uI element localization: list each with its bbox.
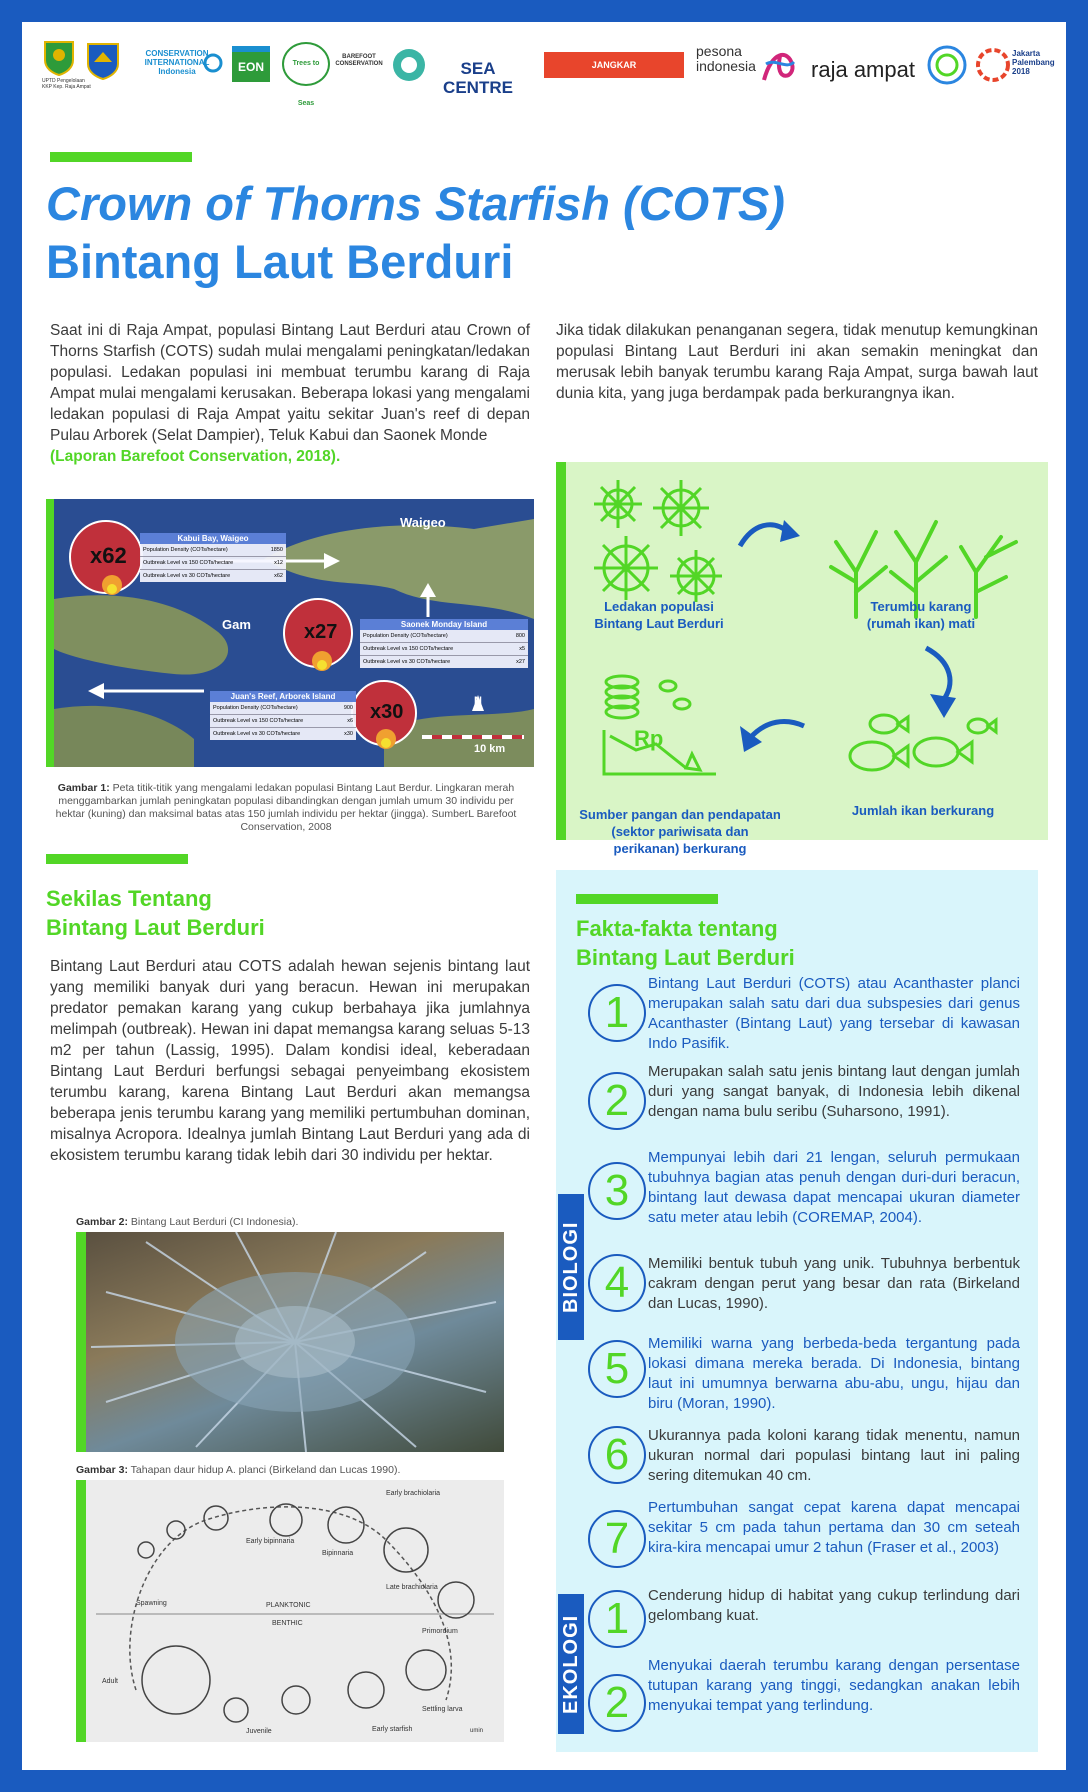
island-gam-label: Gam	[222, 617, 251, 632]
impact-flow-panel	[556, 462, 1048, 856]
tab-ekologi: EKOLOGI	[558, 1594, 584, 1734]
stage-label: Juvenile	[246, 1728, 272, 1735]
site-2-table	[360, 619, 528, 668]
figure-1-caption: Gambar 1: Peta titik-titik yang mengalami ledakan populasi Bintang Laut Berdur. Lingkaran merah menggambarkan jumlah peningkatan populasi dibandingkan dengan jumlah umum 30 individu per hektar (kuning) dan maksimal batas atas 150 jumlah individu per hektar (jingga). SumberL Barefoot Conservation, 2008	[55, 782, 517, 833]
rupiah-symbol: Rp	[634, 726, 664, 751]
stage-label: Primordium	[422, 1628, 458, 1635]
pesona-indonesia-logo: pesona indonesia	[696, 43, 756, 75]
title-accent-bar	[50, 152, 192, 162]
stage-label: PLANKTONIC	[266, 1602, 311, 1609]
sea-centre-logo: SEA CENTRE	[443, 59, 513, 97]
asian-games-logo: Jakarta Palembang 2018	[1012, 49, 1055, 76]
site-2-multiplier: x27	[304, 621, 338, 643]
fact-number: 2	[588, 1674, 646, 1732]
site-2-title: Saonek Monday Island	[360, 619, 528, 630]
fact-number: 3	[588, 1162, 646, 1220]
outbreak-map	[46, 499, 534, 767]
fact-number: 4	[588, 1254, 646, 1312]
conservation-international-logo: CONSERVATION INTERNATIONAL Indonesia	[144, 49, 210, 76]
site-2-row: Population Density (COTs/hectare) 800	[360, 630, 528, 643]
figure-2-caption: Gambar 2: Bintang Laut Berduri (CI Indonesia).	[76, 1216, 299, 1228]
intro-text: Saat ini di Raja Ampat, populasi Bintang Laut Berduri atau Crown of Thorns Starfish (COTS) sudah mulai mengalami peningkatan/ledakan populasi. Ledakan populasi ini membuat terumbu karang di Raja Ampat mulai mengalami kerusakan. Beberapa lokasi yang mengalami ledakan populasi di Raja Ampat yaitu sekitar Juan's reef di depan Pulau Arborek (Selat Dampier), Teluk Kabui dan Saonek Monde	[50, 322, 530, 444]
logo-strip	[36, 40, 1055, 110]
fact-item: Pertumbuhan sangat cepat karena dapat mencapai sekitar 5 cm pada tahun pertama dan 30 cm seteah kira-kira mencapai umur 2 tahun (Fraser et al., 2003)	[648, 1499, 1020, 1556]
site-3-multiplier: x30	[370, 701, 404, 723]
fact-number: 1	[588, 984, 646, 1042]
stage-label: Adult	[102, 1678, 118, 1685]
stage-label: Late brachiolaria	[386, 1584, 438, 1591]
site-1-row: Population Density (COTs/hectare) 1850	[140, 544, 286, 557]
facts-accent-bar	[576, 894, 718, 904]
arrow-left-icon	[730, 712, 810, 762]
eon-logo: EON	[232, 46, 270, 82]
figure-3-caption: Gambar 3: Tahapan daur hidup A. planci (Birkeland dan Lucas 1990).	[76, 1464, 401, 1476]
regency-emblem-logo	[86, 42, 120, 83]
asian-games-icon	[974, 46, 1012, 84]
sekilas-accent-bar	[46, 854, 188, 864]
life-cycle-illustration	[86, 1480, 504, 1742]
site-2-row: Outbreak Level vs 30 COTs/hectare x27	[363, 659, 525, 665]
ci-circle-icon	[202, 52, 224, 74]
fact-item: Memiliki warna yang berbeda-beda tergantung pada lokasi dimana mereka berada. Di Indonesia, bintang laut ini umumnya berwarna abu-abu, ungu, hijau dan biru (Moran, 1990).	[648, 1335, 1020, 1412]
trees-to-seas-logo: Trees to Seas	[282, 42, 330, 86]
flow-step-3-label: Jumlah ikan berkurang	[851, 803, 995, 818]
fact-number: 6	[588, 1426, 646, 1484]
sekilas-heading: Sekilas Tentang Bintang Laut Berduri	[46, 886, 265, 940]
fact-item: Ukurannya pada koloni karang tidak menentu, namun ukuran normal dari populasi bintang laut ini paling sering ditemukan 40 cm.	[648, 1427, 1020, 1484]
fact-item: Memiliki bentuk tubuh yang unik. Tubuhnya berbentuk cakram dengan perut yang besar dan rata (Birkeland dan Lucas, 1990).	[648, 1255, 1020, 1312]
facts-heading: Fakta-fakta tentang Bintang Laut Berduri	[576, 916, 795, 970]
fact-item: Cenderung hidup di habitat yang cukup terlindung dari gelombang kuat.	[648, 1587, 1020, 1624]
stage-label: Early starfish	[372, 1726, 413, 1733]
tab-biologi: BIOLOGI	[558, 1194, 584, 1340]
stage-label: BENTHIC	[272, 1620, 303, 1627]
stage-label: Early bipinnaria	[246, 1538, 295, 1545]
fact-item: Mempunyai lebih dari 21 lengan, seluruh permukaan tubuhnya bagian atas penuh dengan duri-duri beracun, bintang laut dewasa dapat mencapai ukuran diameter satu meter atau lebih (COREMAP, 2004).	[648, 1149, 1020, 1226]
emblem-icon	[43, 40, 75, 76]
fact-number: 1	[588, 1590, 646, 1648]
fact-item: Menyukai daerah terumbu karang dengan persentase tutupan karang yang tinggi, sedangkan anakan lebih menyukai tempat yang terlindung.	[648, 1657, 1020, 1714]
sea-centre-turtle-icon	[390, 46, 428, 84]
starfish-illustration	[86, 1232, 504, 1452]
site-3-table	[210, 691, 356, 740]
site-1-title: Kabui Bay, Waigeo	[140, 533, 286, 544]
poster	[22, 22, 1066, 1770]
title-indonesian: Bintang Laut Berduri	[46, 235, 514, 288]
site-1-multiplier: x62	[90, 543, 127, 568]
diagram-credit: umin	[470, 1728, 484, 1734]
stage-label: Spawning	[136, 1600, 167, 1607]
intro-paragraph-2: Jika tidak dilakukan penanganan segera, tidak menutup kemungkinan populasi Bintang Laut Berduri ini akan semakin meningkat dan merusak lebih banyak terumbu karang Raja Ampat, surga bawah laut dunia kita, yang juga berdampak pada berkurangnya ikan.	[556, 322, 1038, 402]
life-cycle-diagram	[76, 1480, 504, 1742]
flow-step-2-label: Terumbu karang (rumah ikan) mati	[866, 599, 976, 631]
intro-source: (Laporan Barefoot Conservation, 2018).	[50, 448, 341, 465]
arrow-right-icon	[734, 512, 804, 558]
fact-item: Bintang Laut Berduri (COTS) atau Acanthaster planci merupakan salah satu dari dua subspesies dari genus Acanthaster (Bintang Laut) yang tersebar di kawasan Indo Pasifik.	[648, 975, 1020, 1052]
site-1-row: Outbreak Level vs 150 COTs/hectare x12	[140, 557, 286, 570]
raja-ampat-logo: raja ampat	[811, 57, 915, 82]
money-decline-icon	[596, 670, 736, 780]
fact-number: 5	[588, 1340, 646, 1398]
facts-panel	[556, 870, 1038, 1752]
site-3-row: Population Density (COTs/hectare) 900	[210, 702, 356, 715]
stage-label: Early brachiolaria	[386, 1490, 441, 1497]
flow-step-4-label: Sumber pangan dan pendapatan (sektor pariwisata dan perikanan) berkurang	[579, 807, 781, 856]
intro-paragraph	[50, 320, 530, 467]
title-english: Crown of Thorns Starfish (COTS)	[46, 177, 785, 230]
uptd-logo: UPTD Pengelolaan KKP Kep. Raja Ampat	[42, 40, 76, 90]
site-1-table	[140, 533, 286, 582]
fact-item: Merupakan salah satu jenis bintang laut dengan jumlah duri yang sangat banyak, di Indonesia lebih dikenal dengan nama bulu seribu (Suharsono, 1991).	[648, 1063, 1020, 1120]
site-3-row: Outbreak Level vs 30 COTs/hectare x30	[213, 731, 353, 737]
starfish-photo	[76, 1232, 504, 1452]
fact-number: 7	[588, 1510, 646, 1568]
shield-icon	[86, 42, 120, 80]
flow-step-1-label: Ledakan populasi Bintang Laut Berduri	[594, 599, 724, 631]
pesona-swirl-icon	[758, 44, 798, 86]
site-3-row: Outbreak Level vs 150 COTs/hectare x6	[210, 715, 356, 728]
north-label: N	[474, 695, 482, 707]
fish-school-icon	[836, 702, 1006, 788]
barefoot-conservation-logo: BAREFOOT CONSERVATION	[335, 54, 383, 67]
site-2-row: Outbreak Level vs 150 COTs/hectare x5	[360, 643, 528, 656]
site-3-title: Juan's Reef, Arborek Island	[210, 691, 356, 702]
stage-label: Bipinnaria	[322, 1550, 354, 1557]
site-1-row: Outbreak Level vs 30 COTs/hectare x62	[143, 573, 283, 579]
island-waigeo-label: Waigeo	[400, 515, 446, 530]
fact-number: 2	[588, 1072, 646, 1130]
scale-label: 10 km	[474, 743, 506, 755]
stage-label: Settling larva	[422, 1706, 463, 1713]
raja-ampat-globe-icon	[926, 44, 968, 86]
jangkar-logo: JANGKAR	[544, 52, 684, 78]
sekilas-paragraph: Bintang Laut Berduri atau COTS adalah hewan sejenis bintang laut yang memiliki banyak duri yang beracun. Hewan ini merupakan predator pemakan karang yang cukup berbahaya jika jumlahnya melimpah (outbreak). Hewan ini dapat memangsa karang seluas 5-13 m2 per tahun (Lassig, 1995). Dalam kondisi ideal, keberadaan Bintang Laut Berduri berfungsi sebagai penyeimbang ekosistem terumbu karang, karena Bintang Laut Berduri akan memangsa beberapa jenis terumbu karang yang memiliki pertumbuhan dominan, misalnya Acropora. Idealnya jumlah Bintang Laut Berduri yang ada di ekosistem terumbu karang tidak lebih dari 30 individu per hektar.	[50, 958, 530, 1164]
